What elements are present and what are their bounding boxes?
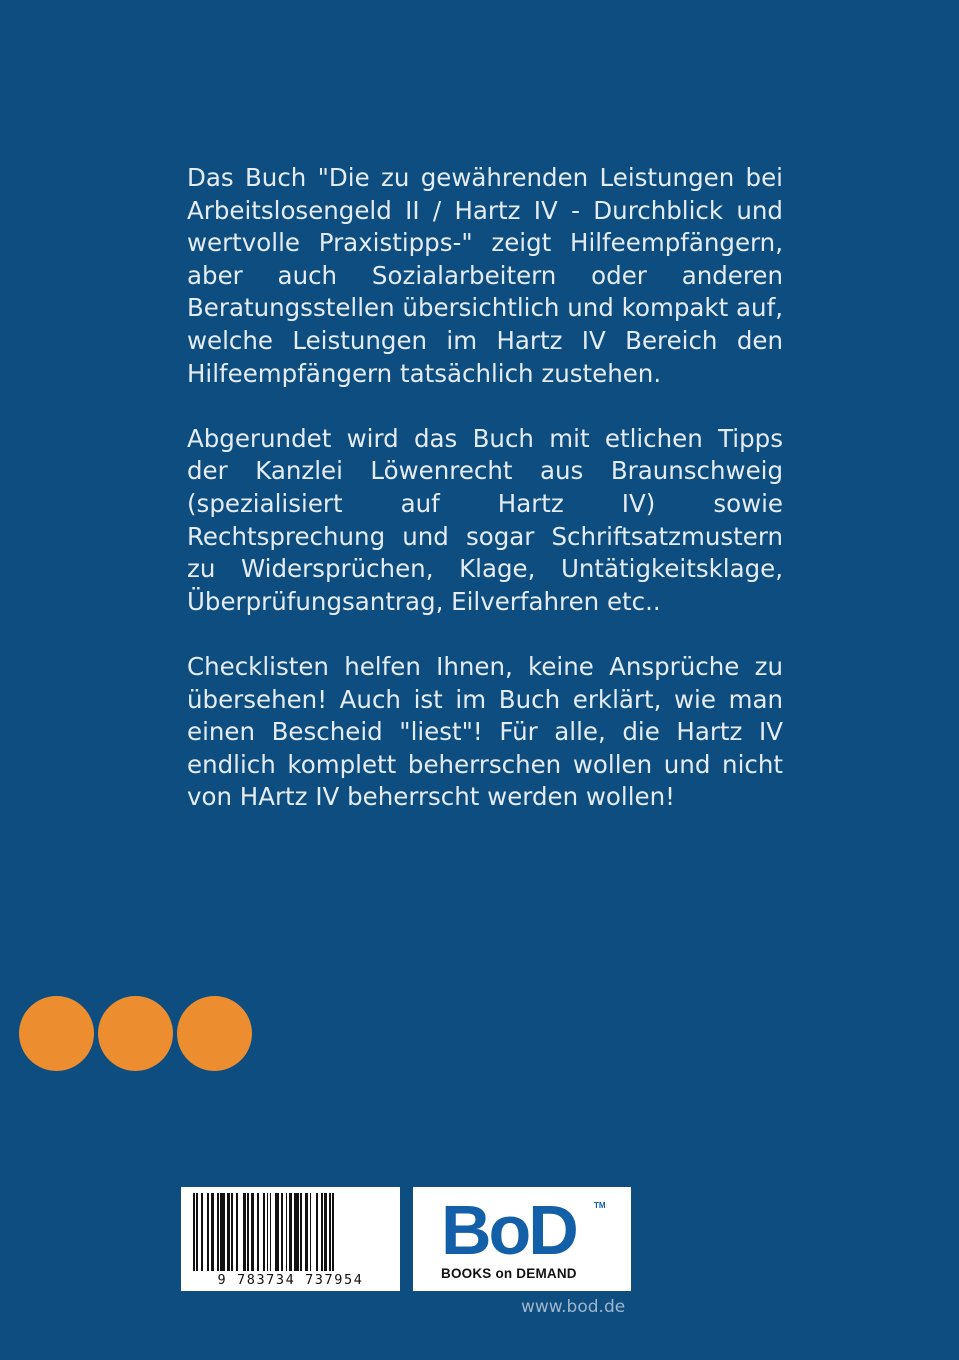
orange-dot-icon [98,996,173,1071]
bod-logo-text: BoD [441,1191,576,1269]
barcode-bar [231,1193,233,1271]
barcode-bar [321,1193,323,1271]
barcode-bar [257,1193,259,1271]
barcode-bar [281,1193,283,1271]
barcode-bar [289,1193,292,1271]
blurb-text [187,162,783,846]
barcode-bar [316,1193,318,1271]
barcode-bar [247,1193,249,1271]
barcode-bar [193,1193,195,1271]
barcode-bar [263,1193,265,1271]
barcode-bar [211,1193,214,1271]
barcode-bar [310,1193,312,1271]
barcode-bar [332,1193,334,1271]
orange-dot-icon [177,996,252,1071]
orange-dot-icon [19,996,94,1071]
barcode-bar [329,1193,331,1271]
barcode-bar [251,1193,254,1271]
isbn-barcode [181,1187,400,1291]
barcode-bar [201,1193,203,1271]
blurb-paragraph-2: Abgerundet wird das Buch mit etlichen Tipps der Kanzlei Löwenrecht aus Braunschweig (spezialisiert auf Hartz IV) sowie Rechtsprechung und sogar Schriftsatzmustern zu Widersprüchen, Klage, Untätigkeitsklage, Überprüfungsantrag, Eilverfahren etc.. [187,423,783,616]
barcode-bar [270,1193,272,1271]
blurb-paragraph-3: Checklisten helfen Ihnen, keine Ansprüche zu übersehen! Auch ist im Buch erklärt, wie man einen Bescheid "liest"! Für alle, die Hartz IV endlich komplett beherrschen wollen und nicht von HArtz IV beherrscht werden wollen! [187,651,783,812]
publisher-tagline: BOOKS on DEMAND [441,1266,577,1281]
barcode-bar [227,1193,230,1271]
barcode-bar [324,1193,327,1271]
barcode-bar [207,1193,209,1271]
barcode-bar [294,1193,299,1271]
barcode-bar [243,1193,246,1271]
barcode-bar [275,1193,280,1271]
barcode-bar [305,1193,308,1271]
trademark-symbol: TM [594,1201,606,1210]
barcode-bar [286,1193,288,1271]
barcode-bar [217,1193,219,1271]
barcode-bar [300,1193,302,1271]
publisher-logo [413,1187,631,1291]
barcode-bar [267,1193,269,1271]
barcode-bar [196,1193,198,1271]
barcode-bar [236,1193,238,1271]
barcode-bar [220,1193,225,1271]
barcode-icon [193,1193,388,1271]
isbn-number: 9 783734 737954 [217,1272,364,1288]
blurb-paragraph-1: Das Buch "Die zu gewährenden Leistungen bei Arbeitslosengeld II / Hartz IV - Durchblick und wertvolle Praxistipps-" zeigt Hilfeempfängern, aber auch Sozialarbeitern oder anderen Beratungsstellen übersichtlich und kompakt auf, welche Leistungen im Hartz IV Bereich den Hilfeempfängern tatsächlich zustehen. [187,163,783,388]
publisher-website: www.bod.de [521,1297,626,1317]
